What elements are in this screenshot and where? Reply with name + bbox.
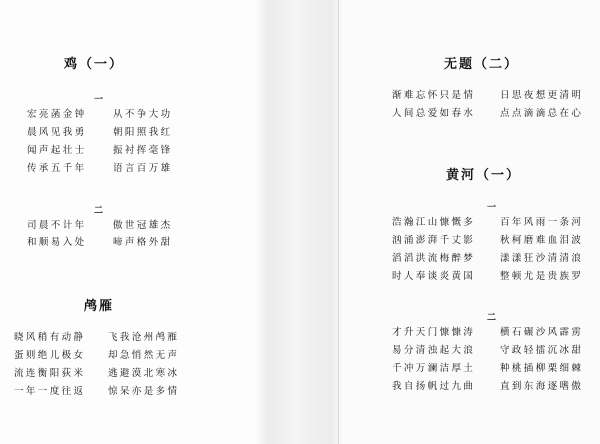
verse-line: 我自扬帆过九曲: [392, 381, 476, 392]
verse-line: 朝阳照我红: [113, 127, 173, 138]
verse-line: 时人奉谈炎黄国: [392, 271, 476, 282]
verse-line: 直到东海逐嗜傲: [500, 381, 584, 392]
section-number: 二: [487, 313, 497, 323]
verse-line: 晓风稍有动静: [14, 332, 86, 343]
verse-line: 浩瀚江山慷慨多: [392, 217, 476, 228]
verse-line: 秋柯磨难血泪波: [500, 235, 584, 246]
verse-line: 却急悄然无声: [108, 350, 180, 361]
verse-line: 宏亮菡金钟: [27, 109, 87, 120]
verse-line: 啼声格外甜: [113, 237, 173, 248]
verse-line: 司晨不计年: [27, 220, 87, 231]
verse-line: 飞我沧州鸬雁: [108, 332, 180, 343]
verse-line: 从不争大功: [113, 109, 173, 120]
verse-line: 整顿尤是贵族罗: [500, 271, 584, 282]
verse-line: 逃避漠北寒冰: [108, 368, 180, 379]
verse-line: 才升天门慷慷涛: [392, 327, 476, 338]
verse-line: 易分清浊起大浪: [392, 345, 476, 356]
verse-line: 和顺易入处: [27, 237, 87, 248]
verse-line: 横石碾沙风霹雳: [500, 327, 584, 338]
verse-line: 滔滔洪流梅醉梦: [392, 253, 476, 264]
verse-line: 闻声起壮士: [27, 145, 87, 156]
verse-line: 晨风见我勇: [27, 127, 87, 138]
verse-line: 千冲万澜洁厚土: [392, 363, 476, 374]
verse-line: 渐难忘怀只是情: [392, 90, 476, 101]
section-number: 二: [94, 206, 104, 216]
section-number: 一: [94, 95, 104, 105]
poem-title-untitled: 无题（二）: [444, 57, 520, 72]
verse-line: 守政轻擂沉冰甜: [500, 345, 584, 356]
verse-line: 语言百万雄: [113, 163, 173, 174]
verse-line: 种桃插柳栗细棘: [500, 363, 584, 374]
verse-line: 振衬挥毫锋: [113, 145, 173, 156]
verse-line: 日思夜想更清明: [500, 90, 584, 101]
verse-line: 傲世冠雄杰: [113, 220, 173, 231]
verse-line: 人间总爱如春水: [392, 108, 476, 119]
poem-title-rooster: 鸡（一）: [64, 57, 125, 72]
section-number: 一: [487, 203, 497, 213]
verse-line: 汹涌澎湃千丈影: [392, 235, 476, 246]
verse-line: 流连衡阳荻米: [14, 368, 86, 379]
verse-line: 传承五千年: [27, 163, 87, 174]
verse-line: 蛋则绝儿极女: [14, 350, 86, 361]
verse-line: 漾漾狂沙清清浪: [500, 253, 584, 264]
poem-title-wild-goose: 鸬雁: [84, 299, 115, 314]
verse-line: 一年一度往返: [14, 386, 86, 397]
left-page: [0, 0, 268, 444]
poem-title-yellow-river: 黄河（一）: [446, 168, 522, 183]
verse-line: 百年风雨一条河: [500, 217, 584, 228]
verse-line: 点点滴滴总在心: [500, 108, 584, 119]
verse-line: 惊呆亦是多情: [108, 386, 180, 397]
